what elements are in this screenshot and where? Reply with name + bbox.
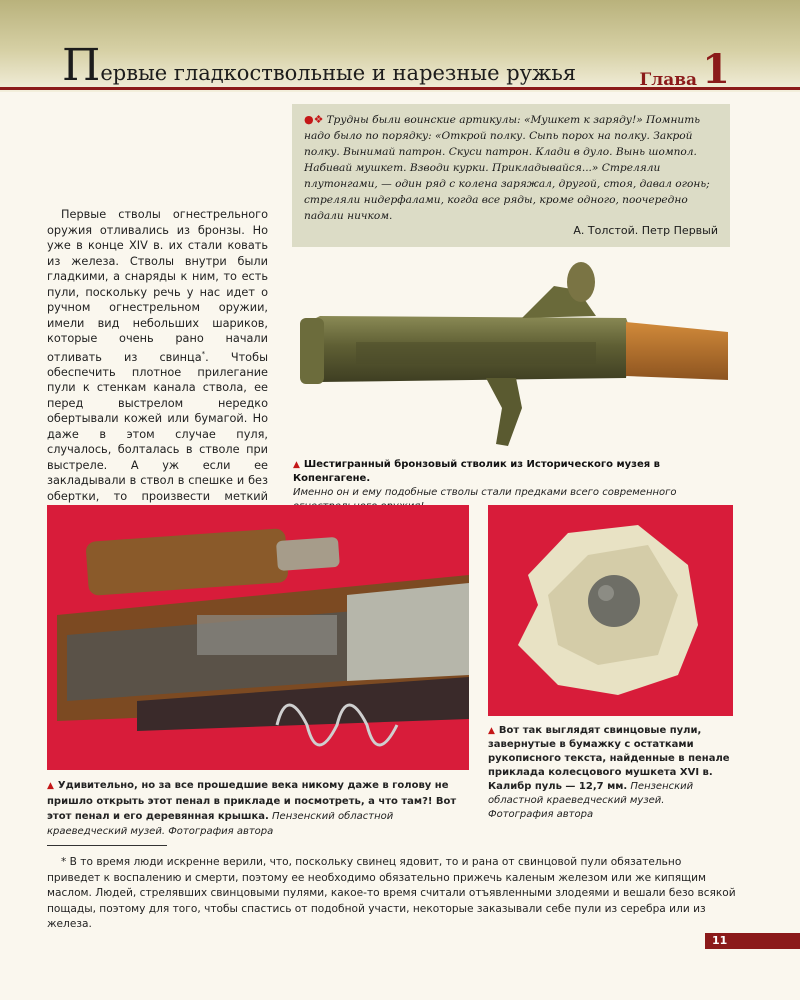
ornament-icon: ●❖ [304, 113, 324, 126]
case-caption: ▲ Удивительно, но за все прошедшие века никому даже в голову не пришло открыть этот пенал в прикладе и посмотреть, а что там?! Вот этот пенал и его деревянная крышка. Пензенский областной краеведческий музей. Фотография автора [47, 780, 457, 837]
title-text: ервые гладкоствольные и нарезные ружья [100, 61, 577, 85]
chapter-label [639, 46, 730, 93]
page-number: 11 [712, 934, 728, 947]
lead-bullets-photo [488, 505, 733, 716]
epigraph-text: ●❖ Трудны были воинские артикулы: «Мушкет к заряду!» Помнить надо было по порядку: «Открой полку. Сыпь порох на полку. Закрой полку. Вынимай патрон. Скуси патрон. Клади в дуло. Вынь шомпол. Набивай мушкет. Взводи курки. Прикладывайся...» Стреляли плутонгами, — один ряд с колена заряжал, другой, стоя, давал огонь; стреляли нидерфалами, когда все ряды, кроме одного, поочередно падали ничком. [304, 113, 710, 222]
barrel-caption: ▲ Шестигранный бронзовый стволик из Исторического музея в Копенгагене. Именно он и ему подобные стволы стали предками всего современного [293, 459, 677, 498]
stock-case-photo [47, 505, 469, 770]
epigraph-box [292, 104, 730, 247]
chapter-word: Глава [639, 70, 698, 90]
caption-triangle-icon: ▲ [47, 781, 54, 791]
footnote-mark: * [201, 349, 206, 358]
footnote-divider [47, 845, 167, 846]
footnote: * В то время люди искренне верили, что, поскольку свинец ядовит, то и рана от свинцовой пули обязательно приведет к воспалению и смерти, поэтому ее необходимо обязательно прижечь каленым железом или же кипящим маслом. Людей, стрелявших свинцовыми пулями, какое-то время считали отъявленными злодеями и вешали безо всякой пощады, поэтому для того, чтобы спастись от подобной участи, некоторые заказывали себе пули из серебра или из железа. [47, 856, 736, 930]
page-title [62, 40, 577, 91]
body-text: Первые стволы огнестрельного оружия отливались из бронзы. Но уже в конце XIV в. их стали ковать из железа. Стволы внутри были гладкими, а снаряды к ним, то есть пули, поскольку речь у нас идет о ручном огнестрельном оружии, имели вид небольших шариков, которые очень рано начали отливать из свинца*. Чтобы обеспечить плотное прилегание пули к стенкам канала ствола, ее перед выстрелом нередко обертывали кожей или бумагой. Но даже в этом случае пуля, случалось, болталась в стволе при выстреле. А уж если ее закладывали в ствол в спешке и без обертки, то произвести меткий [47, 208, 268, 503]
chapter-number: 1 [702, 46, 730, 93]
bullets-caption: ▲ Вот так выглядят свинцовые пули, завернутые в бумажку с остатками рукописного текста, найденные в пенале приклада колесцового мушкета XVI в. Калибр пуль — 12,7 мм. Пензенский областной краеведческий музей. Фотография автора [488, 725, 730, 820]
title-initial: П [62, 40, 101, 91]
bronze-barrel-photo [296, 258, 728, 452]
epigraph-author: А. Толстой. Петр Первый [573, 224, 718, 237]
caption-triangle-icon: ▲ [488, 726, 495, 736]
caption-triangle-icon: ▲ [293, 460, 300, 470]
